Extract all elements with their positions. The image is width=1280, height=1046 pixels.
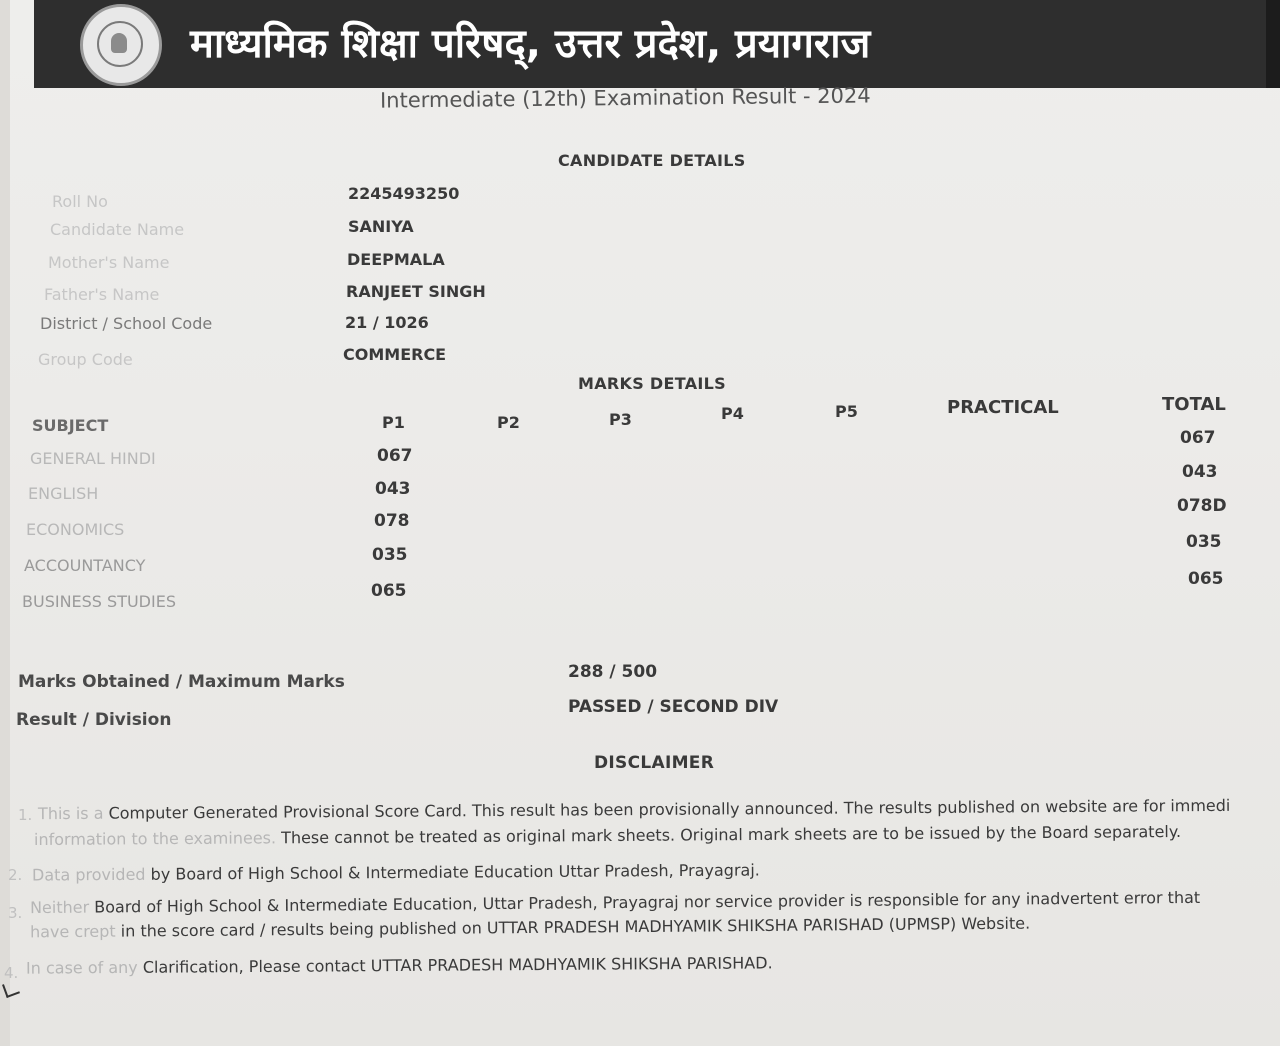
disclaimer-line-faint: In case of any — [25, 957, 138, 978]
table-row-total: 065 — [1188, 569, 1224, 589]
disclaimer-number: 4. — [4, 964, 19, 982]
disclaimer-line-text: These cannot be treated as original mark sheets. Original mark sheets are to be issued by the Board separately. — [275, 821, 1182, 848]
table-row-p1: 035 — [372, 545, 408, 565]
disclaimer-line-text: Board of High School & Intermediate Education, Uttar Pradesh, Prayagraj nor service provider is responsible for any inadvertent error that — [89, 887, 1201, 917]
col-p2: P2 — [497, 413, 520, 432]
disclaimer-number: 3. — [8, 904, 23, 922]
disclaimer-heading: DISCLAIMER — [594, 753, 715, 773]
result-division-value: PASSED / SECOND DIV — [568, 697, 779, 717]
table-row-p1: 043 — [375, 479, 411, 499]
disclaimer-line-faint: information to the examinees. — [33, 828, 277, 850]
mother-name-label: Mother's Name — [48, 253, 170, 272]
table-row-total: 043 — [1182, 462, 1218, 482]
mother-name-value: DEEPMALA — [347, 250, 445, 269]
table-row-subject: BUSINESS STUDIES — [22, 592, 176, 611]
marks-obtained-label: Marks Obtained / Maximum Marks — [18, 672, 345, 692]
table-row-p1: 078 — [374, 511, 410, 531]
candidate-details-heading: CANDIDATE DETAILS — [558, 151, 746, 170]
table-row-p1: 065 — [371, 581, 407, 601]
disclaimer-line-faint: Neither — [29, 897, 90, 918]
col-p3: P3 — [609, 410, 632, 429]
roll-no-value: 2245493250 — [348, 184, 460, 203]
disclaimer-number: 1. — [18, 806, 33, 824]
candidate-name-value: SANIYA — [348, 217, 414, 236]
disclaimer-line-faint: This is a — [37, 803, 104, 824]
disclaimer-line-text: Computer Generated Provisional Score Card. This result has been provisionally announced. The results published on website are for immedi — [103, 795, 1231, 823]
disclaimer-line-text: by Board of High School & Intermediate Education Uttar Pradesh, Prayagraj. — [145, 860, 760, 884]
exam-subtitle: Intermediate (12th) Examination Result - 2024 — [379, 83, 871, 113]
col-practical: PRACTICAL — [947, 397, 1059, 418]
col-subject: SUBJECT — [32, 416, 109, 435]
disclaimer-line-text: in the score card / results being published on UTTAR PRADESH MADHYAMIK SHIKSHA PARISHAD (UPMSP) Website. — [115, 913, 1031, 941]
school-code-value: 21 / 1026 — [345, 313, 429, 332]
col-p4: P4 — [721, 404, 744, 423]
group-code-value: COMMERCE — [343, 345, 447, 364]
table-row-p1: 067 — [377, 446, 413, 466]
table-row-subject: ECONOMICS — [26, 520, 125, 539]
school-code-label: District / School Code — [40, 314, 213, 333]
table-row-total: 067 — [1180, 428, 1216, 448]
col-p5: P5 — [835, 402, 858, 421]
marks-details-heading: MARKS DETAILS — [578, 374, 726, 393]
disclaimer-number: 2. — [8, 866, 23, 884]
table-row-subject: ACCOUNTANCY — [24, 556, 146, 575]
roll-no-label: Roll No — [52, 192, 108, 211]
col-p1: P1 — [382, 413, 405, 432]
father-name-label: Father's Name — [44, 285, 160, 304]
group-code-label: Group Code — [38, 350, 133, 369]
board-seal-logo — [80, 4, 162, 86]
disclaimer-line-faint: have crept — [29, 921, 116, 942]
disclaimer-line-faint: Data provided — [31, 864, 146, 885]
board-title: माध्यमिक शिक्षा परिषद्, उत्तर प्रदेश, प्रयागराज — [190, 21, 871, 67]
table-row-total: 078D — [1177, 496, 1227, 516]
result-division-label: Result / Division — [16, 710, 172, 730]
marks-obtained-value: 288 / 500 — [568, 662, 658, 682]
col-total: TOTAL — [1162, 394, 1226, 415]
table-row-total: 035 — [1186, 532, 1222, 552]
candidate-name-label: Candidate Name — [50, 220, 185, 239]
table-row-subject: GENERAL HINDI — [30, 449, 156, 468]
father-name-value: RANJEET SINGH — [346, 282, 486, 301]
table-row-subject: ENGLISH — [28, 484, 99, 503]
disclaimer-line-text: Clarification, Please contact UTTAR PRADESH MADHYAMIK SHIKSHA PARISHAD. — [137, 953, 773, 977]
